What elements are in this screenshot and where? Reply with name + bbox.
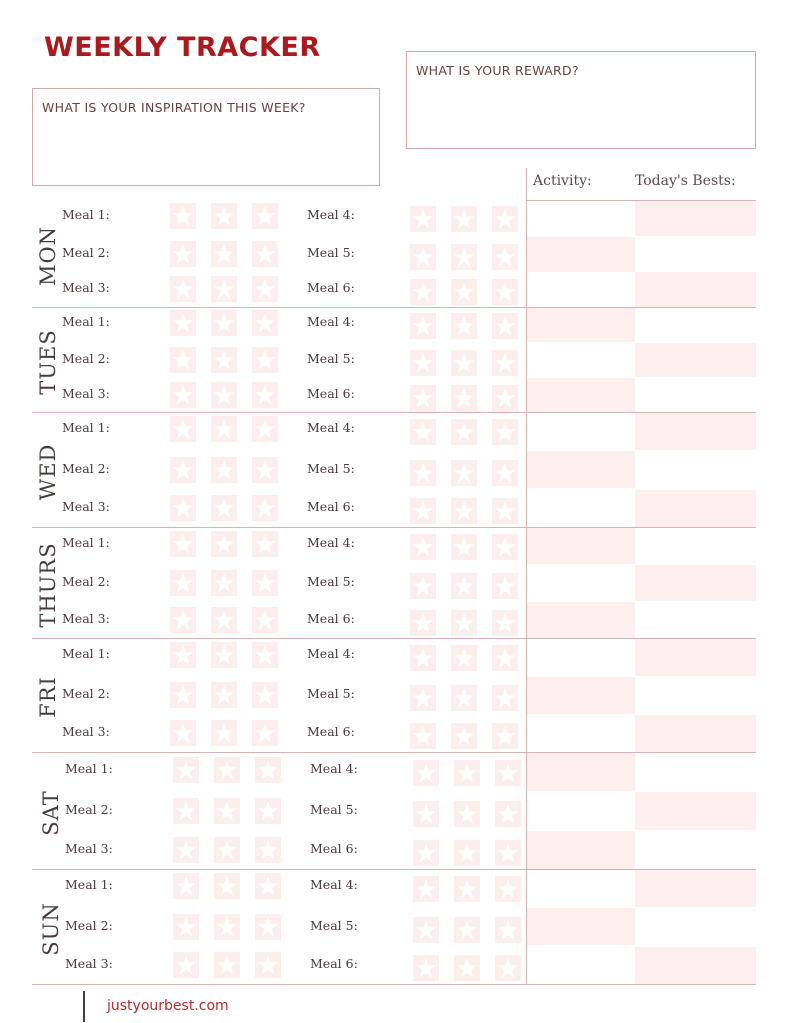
todays-bests-cell[interactable] <box>635 201 756 236</box>
star-icon[interactable] <box>451 723 477 749</box>
activity-cell[interactable] <box>527 792 635 830</box>
todays-bests-cell[interactable] <box>635 272 756 307</box>
todays-bests-cell[interactable] <box>635 831 756 869</box>
star-icon[interactable] <box>454 760 480 786</box>
day-label-tues: TUES <box>36 328 60 395</box>
star-icon[interactable] <box>211 531 237 557</box>
star-icon[interactable] <box>170 682 196 708</box>
star-icon[interactable] <box>413 955 439 981</box>
star-icon[interactable] <box>492 610 518 636</box>
todays-bests-cell[interactable] <box>635 308 756 342</box>
star-icon[interactable] <box>492 206 518 232</box>
star-icon[interactable] <box>451 313 477 339</box>
reward-label: WHAT IS YOUR REWARD? <box>416 63 579 78</box>
star-icon[interactable] <box>495 801 521 827</box>
todays-bests-cell[interactable] <box>635 378 756 412</box>
star-icon[interactable] <box>170 570 196 596</box>
meal-label: Meal 2: <box>62 460 110 476</box>
star-icon[interactable] <box>410 723 436 749</box>
meal-label: Meal 5: <box>310 801 358 817</box>
meal-label: Meal 1: <box>65 877 113 893</box>
day-label-mon: MON <box>36 225 60 286</box>
meal-label: Meal 2: <box>65 917 113 933</box>
star-icon[interactable] <box>211 416 237 442</box>
meal-label: Meal 1: <box>62 420 110 436</box>
activity-cell[interactable] <box>527 715 635 752</box>
activity-cell[interactable] <box>527 378 635 412</box>
star-icon[interactable] <box>211 607 237 633</box>
star-icon[interactable] <box>451 385 477 411</box>
star-icon[interactable] <box>454 917 480 943</box>
star-icon[interactable] <box>413 840 439 866</box>
star-icon[interactable] <box>252 642 278 668</box>
todays-bests-cell[interactable] <box>635 451 756 488</box>
star-icon[interactable] <box>170 203 196 229</box>
star-icon[interactable] <box>413 917 439 943</box>
star-icon[interactable] <box>413 801 439 827</box>
activity-cell[interactable] <box>527 639 635 676</box>
star-icon[interactable] <box>170 241 196 267</box>
star-icon[interactable] <box>214 757 240 783</box>
star-icon[interactable] <box>252 682 278 708</box>
star-icon[interactable] <box>252 531 278 557</box>
todays-bests-cell[interactable] <box>635 677 756 714</box>
star-icon[interactable] <box>211 642 237 668</box>
meal-label: Meal 6: <box>310 955 358 971</box>
meal-label: Meal 5: <box>310 917 358 933</box>
inspiration-label: WHAT IS YOUR INSPIRATION THIS WEEK? <box>42 100 306 115</box>
inspiration-box[interactable] <box>32 88 380 186</box>
star-icon[interactable] <box>252 416 278 442</box>
todays-bests-cell[interactable] <box>635 870 756 907</box>
star-icon[interactable] <box>410 498 436 524</box>
meal-label: Meal 4: <box>310 760 358 776</box>
activity-cell[interactable] <box>527 947 635 984</box>
meal-label: Meal 2: <box>65 801 113 817</box>
star-icon[interactable] <box>211 241 237 267</box>
star-icon[interactable] <box>214 837 240 863</box>
activity-cell[interactable] <box>527 753 635 791</box>
star-icon[interactable] <box>454 876 480 902</box>
todays-bests-cell[interactable] <box>635 490 756 527</box>
meal-label: Meal 3: <box>62 280 110 296</box>
star-icon[interactable] <box>173 757 199 783</box>
star-icon[interactable] <box>492 419 518 445</box>
star-icon[interactable] <box>173 873 199 899</box>
meal-label: Meal 3: <box>62 498 110 514</box>
meal-label: Meal 1: <box>62 534 110 550</box>
star-icon[interactable] <box>495 840 521 866</box>
star-icon[interactable] <box>170 276 196 302</box>
star-icon[interactable] <box>214 952 240 978</box>
star-icon[interactable] <box>492 460 518 486</box>
star-icon[interactable] <box>211 203 237 229</box>
activity-cell[interactable] <box>527 831 635 869</box>
star-icon[interactable] <box>410 244 436 270</box>
activity-cell[interactable] <box>527 413 635 450</box>
star-icon[interactable] <box>410 313 436 339</box>
star-icon[interactable] <box>255 952 281 978</box>
star-icon[interactable] <box>211 495 237 521</box>
star-icon[interactable] <box>410 350 436 376</box>
star-icon[interactable] <box>492 498 518 524</box>
star-icon[interactable] <box>492 645 518 671</box>
activity-cell[interactable] <box>527 343 635 377</box>
meal-label: Meal 6: <box>310 840 358 856</box>
meal-label: Meal 1: <box>62 313 110 329</box>
meal-label: Meal 3: <box>62 724 110 739</box>
star-icon[interactable] <box>211 347 237 373</box>
activity-cell[interactable] <box>527 490 635 527</box>
star-icon[interactable] <box>451 573 477 599</box>
star-icon[interactable] <box>173 837 199 863</box>
star-icon[interactable] <box>451 685 477 711</box>
meal-label: Meal 5: <box>307 244 355 260</box>
meal-label: Meal 4: <box>307 534 355 550</box>
day-label-fri: FRI <box>36 676 60 718</box>
star-icon[interactable] <box>255 798 281 824</box>
star-icon[interactable] <box>252 570 278 596</box>
star-icon[interactable] <box>492 313 518 339</box>
meal-label: Meal 5: <box>307 350 355 366</box>
star-icon[interactable] <box>252 276 278 302</box>
star-icon[interactable] <box>410 534 436 560</box>
todays-bests-cell[interactable] <box>635 602 756 638</box>
star-icon[interactable] <box>255 914 281 940</box>
star-icon[interactable] <box>451 206 477 232</box>
star-icon[interactable] <box>211 457 237 483</box>
day-label-thurs: THURS <box>36 541 60 628</box>
reward-box[interactable] <box>406 51 756 149</box>
star-icon[interactable] <box>451 460 477 486</box>
star-icon[interactable] <box>211 382 237 408</box>
meal-label: Meal 4: <box>307 646 355 661</box>
meal-label: Meal 1: <box>62 206 110 222</box>
star-icon[interactable] <box>495 955 521 981</box>
star-icon[interactable] <box>211 682 237 708</box>
star-icon[interactable] <box>410 610 436 636</box>
star-icon[interactable] <box>410 460 436 486</box>
star-icon[interactable] <box>495 876 521 902</box>
star-icon[interactable] <box>492 385 518 411</box>
star-icon[interactable] <box>252 382 278 408</box>
star-icon[interactable] <box>170 457 196 483</box>
star-icon[interactable] <box>170 720 196 746</box>
todays-bests-cell[interactable] <box>635 639 756 676</box>
star-icon[interactable] <box>170 495 196 521</box>
star-icon[interactable] <box>173 952 199 978</box>
star-icon[interactable] <box>211 276 237 302</box>
star-icon[interactable] <box>492 244 518 270</box>
todays-bests-header: Today's Bests: <box>635 173 736 189</box>
star-icon[interactable] <box>451 419 477 445</box>
meal-label: Meal 4: <box>307 420 355 436</box>
star-icon[interactable] <box>451 279 477 305</box>
day-separator <box>32 984 756 985</box>
meal-label: Meal 6: <box>307 724 355 739</box>
star-icon[interactable] <box>211 570 237 596</box>
star-icon[interactable] <box>170 642 196 668</box>
meal-label: Meal 4: <box>307 206 355 222</box>
star-icon[interactable] <box>252 203 278 229</box>
todays-bests-cell[interactable] <box>635 565 756 601</box>
meal-label: Meal 2: <box>62 350 110 366</box>
star-icon[interactable] <box>413 760 439 786</box>
star-icon[interactable] <box>214 873 240 899</box>
activity-cell[interactable] <box>527 528 635 564</box>
star-icon[interactable] <box>170 310 196 336</box>
star-icon[interactable] <box>410 385 436 411</box>
star-icon[interactable] <box>492 573 518 599</box>
page-title: WEEKLY TRACKER <box>44 32 321 63</box>
star-icon[interactable] <box>252 241 278 267</box>
star-icon[interactable] <box>255 757 281 783</box>
meal-label: Meal 6: <box>307 498 355 514</box>
star-icon[interactable] <box>252 347 278 373</box>
star-icon[interactable] <box>252 310 278 336</box>
star-icon[interactable] <box>451 610 477 636</box>
activity-cell[interactable] <box>527 272 635 307</box>
star-icon[interactable] <box>214 798 240 824</box>
meal-label: Meal 1: <box>62 646 110 661</box>
meal-label: Meal 4: <box>307 313 355 329</box>
star-icon[interactable] <box>170 416 196 442</box>
meal-label: Meal 2: <box>62 244 110 260</box>
star-icon[interactable] <box>252 457 278 483</box>
star-icon[interactable] <box>252 495 278 521</box>
meal-label: Meal 4: <box>310 877 358 893</box>
star-icon[interactable] <box>170 531 196 557</box>
meal-label: Meal 2: <box>62 686 110 701</box>
star-icon[interactable] <box>410 206 436 232</box>
meal-label: Meal 3: <box>62 385 110 401</box>
day-label-sat: SAT <box>39 789 63 836</box>
todays-bests-cell[interactable] <box>635 753 756 791</box>
star-icon[interactable] <box>173 914 199 940</box>
todays-bests-cell[interactable] <box>635 908 756 945</box>
meal-label: Meal 5: <box>307 686 355 701</box>
star-icon[interactable] <box>451 645 477 671</box>
star-icon[interactable] <box>492 534 518 560</box>
day-label-sun: SUN <box>39 901 63 956</box>
star-icon[interactable] <box>173 798 199 824</box>
footer-divider <box>83 991 85 1022</box>
activity-cell[interactable] <box>527 908 635 945</box>
star-icon[interactable] <box>492 350 518 376</box>
activity-cell[interactable] <box>527 237 635 272</box>
star-icon[interactable] <box>495 760 521 786</box>
star-icon[interactable] <box>170 382 196 408</box>
star-icon[interactable] <box>492 685 518 711</box>
meal-label: Meal 1: <box>65 760 113 776</box>
star-icon[interactable] <box>451 498 477 524</box>
star-icon[interactable] <box>492 279 518 305</box>
day-label-wed: WED <box>36 443 60 500</box>
star-icon[interactable] <box>170 607 196 633</box>
meal-label: Meal 3: <box>65 840 113 856</box>
activity-cell[interactable] <box>527 308 635 342</box>
star-icon[interactable] <box>252 607 278 633</box>
todays-bests-cell[interactable] <box>635 715 756 752</box>
star-icon[interactable] <box>170 347 196 373</box>
activity-header: Activity: <box>533 173 592 189</box>
meal-label: Meal 5: <box>307 460 355 476</box>
star-icon[interactable] <box>454 840 480 866</box>
star-icon[interactable] <box>410 419 436 445</box>
todays-bests-cell[interactable] <box>635 343 756 377</box>
star-icon[interactable] <box>255 873 281 899</box>
meal-label: Meal 6: <box>307 610 355 626</box>
star-icon[interactable] <box>413 876 439 902</box>
todays-bests-cell[interactable] <box>635 413 756 450</box>
activity-cell[interactable] <box>527 565 635 601</box>
todays-bests-cell[interactable] <box>635 792 756 830</box>
star-icon[interactable] <box>211 720 237 746</box>
meal-label: Meal 3: <box>62 610 110 626</box>
activity-cell[interactable] <box>527 870 635 907</box>
todays-bests-cell[interactable] <box>635 237 756 272</box>
activity-cell[interactable] <box>527 451 635 488</box>
star-icon[interactable] <box>214 914 240 940</box>
star-icon[interactable] <box>451 534 477 560</box>
star-icon[interactable] <box>454 801 480 827</box>
activity-cell[interactable] <box>527 201 635 236</box>
star-icon[interactable] <box>410 645 436 671</box>
activity-cell[interactable] <box>527 677 635 714</box>
star-icon[interactable] <box>451 350 477 376</box>
meal-label: Meal 2: <box>62 573 110 589</box>
meal-label: Meal 3: <box>65 955 113 971</box>
star-icon[interactable] <box>451 244 477 270</box>
star-icon[interactable] <box>410 573 436 599</box>
todays-bests-cell[interactable] <box>635 947 756 984</box>
star-icon[interactable] <box>454 955 480 981</box>
footer-website: justyourbest.com <box>107 998 229 1014</box>
activity-cell[interactable] <box>527 602 635 638</box>
meal-label: Meal 6: <box>307 280 355 296</box>
star-icon[interactable] <box>211 310 237 336</box>
star-icon[interactable] <box>492 723 518 749</box>
star-icon[interactable] <box>410 685 436 711</box>
star-icon[interactable] <box>252 720 278 746</box>
star-icon[interactable] <box>255 837 281 863</box>
star-icon[interactable] <box>410 279 436 305</box>
meal-label: Meal 6: <box>307 385 355 401</box>
todays-bests-cell[interactable] <box>635 528 756 564</box>
star-icon[interactable] <box>495 917 521 943</box>
meal-label: Meal 5: <box>307 573 355 589</box>
